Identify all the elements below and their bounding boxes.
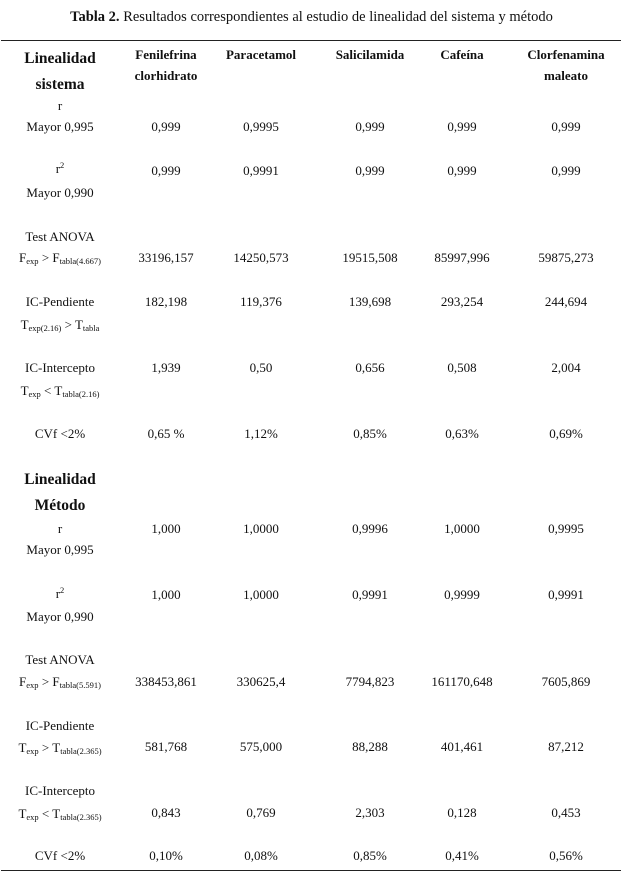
criterion-operator: > — [38, 250, 53, 265]
table-cell: 2,303 — [355, 805, 385, 820]
table-cell: 59875,273 — [538, 250, 594, 265]
row-label-text: Test ANOVA — [25, 229, 95, 244]
table-cell: 1,000 — [151, 587, 181, 602]
section-title: sistema — [35, 76, 85, 93]
table-cell: 119,376 — [240, 294, 282, 309]
row-criterion — [0, 247, 120, 269]
criterion-subscript: exp — [26, 256, 39, 266]
table-cell: 0,843 — [151, 805, 181, 820]
column-header: Salicilamida — [335, 47, 405, 62]
table-cell: 33196,157 — [138, 250, 194, 265]
criterion-symbol: F — [52, 250, 60, 265]
row-criterion — [0, 380, 120, 402]
row-label-text: IC-Pendiente — [25, 294, 95, 309]
table-cell: 0,508 — [447, 360, 477, 375]
row-label — [0, 95, 120, 117]
row-label — [0, 423, 120, 445]
row-label-text: r — [57, 521, 63, 536]
table-cell: 0,656 — [355, 360, 385, 375]
criterion-subscript: tabla(2.365) — [60, 746, 102, 756]
table-cell: 0,50 — [249, 360, 273, 375]
row-label — [0, 357, 120, 379]
row-label-text: r — [55, 161, 61, 176]
criterion-symbol: T — [52, 806, 61, 821]
row-label-text: r — [57, 98, 63, 113]
table-cell: 0,999 — [447, 163, 477, 178]
criterion-symbol: T — [74, 317, 83, 332]
column-header: Cafeína — [440, 47, 484, 62]
table-cell: 85997,996 — [434, 250, 490, 265]
row-label-text: CVf <2% — [34, 848, 86, 863]
section-title: Método — [34, 497, 86, 514]
table-cell: 0,128 — [447, 805, 477, 820]
row-label-text: IC-Intercepto — [24, 783, 96, 798]
table-cell: 0,9995 — [548, 521, 584, 536]
row-criterion: Mayor 0,995 — [26, 542, 94, 557]
row-label-text: r — [55, 586, 61, 601]
row-criterion: Mayor 0,990 — [26, 185, 94, 200]
table-cell: 0,63% — [445, 426, 479, 441]
table-cell: 0,999 — [355, 119, 385, 134]
table-cell: 0,85% — [353, 848, 387, 863]
table-cell: 0,9995 — [243, 119, 279, 134]
table-cell: 581,768 — [144, 739, 188, 754]
table-cell: 330625,4 — [236, 674, 286, 689]
criterion-subscript: tabla(5.591) — [59, 680, 101, 690]
table-bottom-rule — [1, 870, 621, 871]
table-cell: 1,0000 — [243, 521, 279, 536]
table-cell: 7794,823 — [345, 674, 395, 689]
row-label-text: IC-Pendiente — [25, 718, 95, 733]
table-cell: 0,9999 — [444, 587, 480, 602]
criterion-operator: > — [61, 317, 75, 332]
column-header: clorhidrato — [134, 68, 198, 83]
table-cell: 401,461 — [440, 739, 484, 754]
criterion-subscript: exp(2.16) — [28, 323, 62, 333]
row-label — [0, 158, 120, 180]
criterion-symbol: T — [18, 806, 27, 821]
table-cell: 88,288 — [352, 739, 388, 754]
criterion-operator: > — [38, 674, 53, 689]
table-cell: 0,999 — [447, 119, 477, 134]
table-cell: 87,212 — [548, 739, 584, 754]
table-cell: 0,999 — [151, 119, 181, 134]
table-cell: 293,254 — [440, 294, 484, 309]
criterion-symbol: T — [20, 317, 29, 332]
table-cell: 0,999 — [551, 163, 581, 178]
table-caption-text: Resultados correspondientes al estudio de linealidad del sistema y método — [119, 9, 553, 25]
table-cell: 14250,573 — [233, 250, 289, 265]
table-cell: 0,85% — [353, 426, 387, 441]
table-cell: 1,12% — [244, 426, 278, 441]
table-cell: 1,0000 — [444, 521, 480, 536]
table-cell: 1,000 — [151, 521, 181, 536]
row-label-superscript: 2 — [60, 160, 65, 170]
row-criterion: Mayor 0,990 — [26, 609, 94, 624]
row-label — [0, 649, 120, 671]
criterion-subscript: tabla — [82, 323, 100, 333]
column-header: Clorfenamina — [527, 47, 605, 62]
table-cell: 0,9991 — [243, 163, 279, 178]
table-cell: 0,999 — [551, 119, 581, 134]
criterion-subscript: tabla(2.365) — [60, 812, 102, 822]
row-criterion: Mayor 0,995 — [26, 119, 94, 134]
criterion-subscript: exp — [28, 389, 41, 399]
criterion-subscript: exp — [26, 746, 39, 756]
table-cell: 7605,869 — [541, 674, 591, 689]
criterion-operator: < — [40, 383, 55, 398]
table-cell: 19515,508 — [342, 250, 398, 265]
table-cell: 161170,648 — [431, 674, 493, 689]
table-cell: 0,769 — [246, 805, 276, 820]
table-cell: 0,9996 — [352, 521, 388, 536]
table-cell: 0,453 — [551, 805, 581, 820]
criterion-symbol: F — [52, 674, 60, 689]
table-cell: 575,000 — [239, 739, 283, 754]
row-criterion — [0, 314, 120, 336]
table-cell: 0,41% — [445, 848, 479, 863]
criterion-symbol: T — [52, 740, 61, 755]
row-label-text: Test ANOVA — [25, 652, 95, 667]
table-cell: 244,694 — [544, 294, 588, 309]
section-title: Linealidad — [24, 50, 96, 67]
table-cell: 0,999 — [355, 163, 385, 178]
criterion-symbol: F — [19, 674, 27, 689]
table-cell: 0,56% — [549, 848, 583, 863]
criterion-subscript: tabla(4.667) — [59, 256, 101, 266]
table-cell: 0,69% — [549, 426, 583, 441]
table-caption-label: Tabla 2. — [70, 9, 120, 25]
column-header: maleato — [543, 68, 589, 83]
row-label-text: IC-Intercepto — [24, 360, 96, 375]
table-top-rule — [1, 40, 621, 41]
table-cell: 0,999 — [151, 163, 181, 178]
table-cell: 0,9991 — [352, 587, 388, 602]
row-criterion — [0, 671, 120, 693]
row-label-text: CVf <2% — [34, 426, 86, 441]
criterion-symbol: F — [19, 250, 27, 265]
table-cell: 338453,861 — [135, 674, 197, 689]
criterion-operator: < — [38, 806, 53, 821]
row-label-superscript: 2 — [60, 585, 65, 595]
criterion-symbol: T — [54, 383, 63, 398]
row-label — [0, 715, 120, 737]
column-header: Fenilefrina — [135, 47, 197, 62]
table-cell: 1,0000 — [243, 587, 279, 602]
row-criterion — [0, 737, 120, 759]
row-label — [0, 226, 120, 248]
table-cell: 2,004 — [551, 360, 581, 375]
criterion-symbol: T — [20, 383, 29, 398]
criterion-operator: > — [38, 740, 53, 755]
table-cell: 139,698 — [348, 294, 392, 309]
criterion-subscript: exp — [26, 812, 39, 822]
row-criterion — [0, 803, 120, 825]
row-label — [0, 780, 120, 802]
criterion-subscript: tabla(2.16) — [62, 389, 100, 399]
table-cell: 182,198 — [144, 294, 188, 309]
row-label — [0, 583, 120, 605]
column-header: Paracetamol — [225, 47, 297, 62]
table-cell: 0,10% — [149, 848, 183, 863]
table-cell: 1,939 — [151, 360, 181, 375]
table-cell: 0,9991 — [548, 587, 584, 602]
row-label — [0, 518, 120, 540]
criterion-symbol: T — [18, 740, 27, 755]
row-label — [0, 845, 120, 867]
table-caption — [0, 9, 623, 26]
section-title: Linealidad — [24, 471, 96, 488]
row-label — [0, 291, 120, 313]
criterion-subscript: exp — [26, 680, 39, 690]
table-cell: 0,08% — [244, 848, 278, 863]
table-cell: 0,65 % — [147, 426, 185, 441]
